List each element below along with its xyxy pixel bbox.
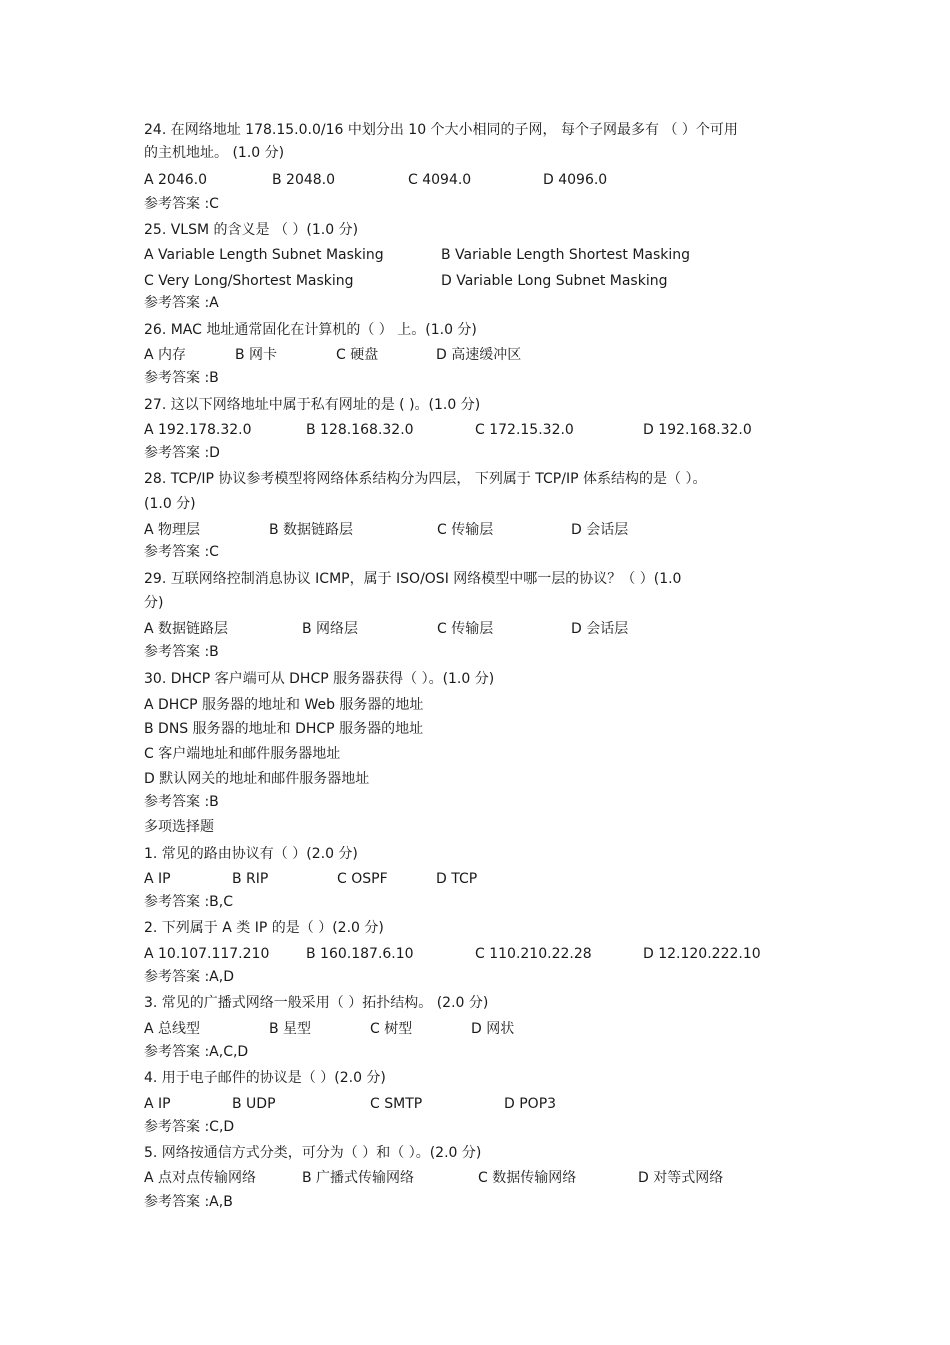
- q28-answer: 参考答案 :C: [144, 544, 219, 560]
- q28-option-a: A 物理层: [144, 522, 201, 538]
- m5-option-d: D 对等式网络: [638, 1170, 724, 1186]
- q25-option-c: C Very Long/Shortest Masking: [144, 273, 354, 289]
- m5-option-b: B 广播式传输网络: [302, 1170, 415, 1186]
- q27-answer: 参考答案 :D: [144, 445, 220, 461]
- q24-answer: 参考答案 :C: [144, 196, 219, 212]
- q26-option-a: A 内存: [144, 347, 187, 363]
- q26-option-b: B 网卡: [235, 347, 278, 363]
- question-28-line2: (1.0 分): [144, 496, 196, 512]
- q25-answer: 参考答案 :A: [144, 295, 219, 311]
- m5-answer: 参考答案 :A,B: [144, 1194, 233, 1210]
- m2-option-b: B 160.187.6.10: [306, 946, 414, 962]
- m1-option-a: A IP: [144, 871, 171, 887]
- question-26: 26. MAC 地址通常固化在计算机的（ ） 上。(1.0 分): [144, 322, 477, 338]
- q25-option-a: A Variable Length Subnet Masking: [144, 247, 384, 263]
- m1-option-b: B RIP: [232, 871, 269, 887]
- question-30: 30. DHCP 客户端可从 DHCP 服务器获得（ ）。(1.0 分): [144, 671, 495, 687]
- multi-question-4: 4. 用于电子邮件的协议是（ ）(2.0 分): [144, 1070, 386, 1086]
- q24-option-d: D 4096.0: [543, 172, 608, 188]
- q25-option-d: D Variable Long Subnet Masking: [441, 273, 668, 289]
- m5-option-a: A 点对点传输网络: [144, 1170, 257, 1186]
- q26-answer: 参考答案 :B: [144, 370, 219, 386]
- m1-option-c: C OSPF: [337, 871, 388, 887]
- m4-option-d: D POP3: [504, 1096, 557, 1112]
- m4-answer: 参考答案 :C,D: [144, 1119, 235, 1135]
- multi-question-5: 5. 网络按通信方式分类，可分为（ ）和（ ）。(2.0 分): [144, 1145, 482, 1161]
- multi-question-3: 3. 常见的广播式网络一般采用（ ）拓扑结构。 (2.0 分): [144, 995, 489, 1011]
- q26-option-d: D 高速缓冲区: [436, 347, 522, 363]
- q30-option-c: C 客户端地址和邮件服务器地址: [144, 746, 341, 762]
- m2-answer: 参考答案 :A,D: [144, 969, 234, 985]
- q30-option-d: D 默认网关的地址和邮件服务器地址: [144, 771, 370, 787]
- q28-option-b: B 数据链路层: [269, 522, 354, 538]
- q29-option-a: A 数据链路层: [144, 621, 229, 637]
- q27-option-d: D 192.168.32.0: [643, 422, 752, 438]
- q26-option-c: C 硬盘: [336, 347, 379, 363]
- q29-option-d: D 会话层: [571, 621, 629, 637]
- multi-question-2: 2. 下列属于 A 类 IP 的是（ ）(2.0 分): [144, 920, 384, 936]
- q30-option-b: B DNS 服务器的地址和 DHCP 服务器的地址: [144, 721, 424, 737]
- m5-option-c: C 数据传输网络: [478, 1170, 577, 1186]
- m3-option-d: D 网状: [471, 1021, 515, 1037]
- m4-option-a: A IP: [144, 1096, 171, 1112]
- section-title-multiple-choice: 多项选择题: [144, 819, 214, 835]
- m2-option-c: C 110.210.22.28: [475, 946, 592, 962]
- m3-option-c: C 树型: [370, 1021, 413, 1037]
- question-27: 27. 这以下网络地址中属于私有网址的是 ( )。(1.0 分): [144, 397, 481, 413]
- q27-option-b: B 128.168.32.0: [306, 422, 414, 438]
- q29-option-c: C 传输层: [437, 621, 494, 637]
- m4-option-b: B UDP: [232, 1096, 276, 1112]
- q28-option-c: C 传输层: [437, 522, 494, 538]
- q27-option-a: A 192.178.32.0: [144, 422, 252, 438]
- q29-answer: 参考答案 :B: [144, 644, 219, 660]
- q24-option-a: A 2046.0: [144, 172, 208, 188]
- m3-option-b: B 星型: [269, 1021, 312, 1037]
- m2-option-d: D 12.120.222.10: [643, 946, 761, 962]
- q24-option-c: C 4094.0: [408, 172, 472, 188]
- question-25: 25. VLSM 的含义是 （ ）(1.0 分): [144, 222, 359, 238]
- m4-option-c: C SMTP: [370, 1096, 423, 1112]
- q30-option-a: A DHCP 服务器的地址和 Web 服务器的地址: [144, 697, 424, 713]
- m2-option-a: A 10.107.117.210: [144, 946, 270, 962]
- question-28-line1: 28. TCP/IP 协议参考模型将网络体系结构分为四层， 下列属于 TCP/IP 体系结构的是（ ）。: [144, 471, 707, 487]
- q30-answer: 参考答案 :B: [144, 794, 219, 810]
- m3-answer: 参考答案 :A,C,D: [144, 1044, 249, 1060]
- multi-question-1: 1. 常见的路由协议有（ ）(2.0 分): [144, 846, 358, 862]
- question-24-line2: 的主机地址。 (1.0 分): [144, 145, 285, 161]
- q25-option-b: B Variable Length Shortest Masking: [441, 247, 691, 263]
- question-29-line2: 分): [144, 595, 164, 611]
- q27-option-c: C 172.15.32.0: [475, 422, 574, 438]
- question-29-line1: 29. 互联网络控制消息协议 ICMP，属于 ISO/OSI 网络模型中哪一层的协议？（ ）(1.0: [144, 571, 682, 587]
- m1-answer: 参考答案 :B,C: [144, 894, 233, 910]
- q24-option-b: B 2048.0: [272, 172, 336, 188]
- m3-option-a: A 总线型: [144, 1021, 201, 1037]
- q29-option-b: B 网络层: [302, 621, 359, 637]
- m1-option-d: D TCP: [436, 871, 478, 887]
- question-24-line1: 24. 在网络地址 178.15.0.0/16 中划分出 10 个大小相同的子网， 每个子网最多有 （ ）个可用: [144, 122, 738, 138]
- q28-option-d: D 会话层: [571, 522, 629, 538]
